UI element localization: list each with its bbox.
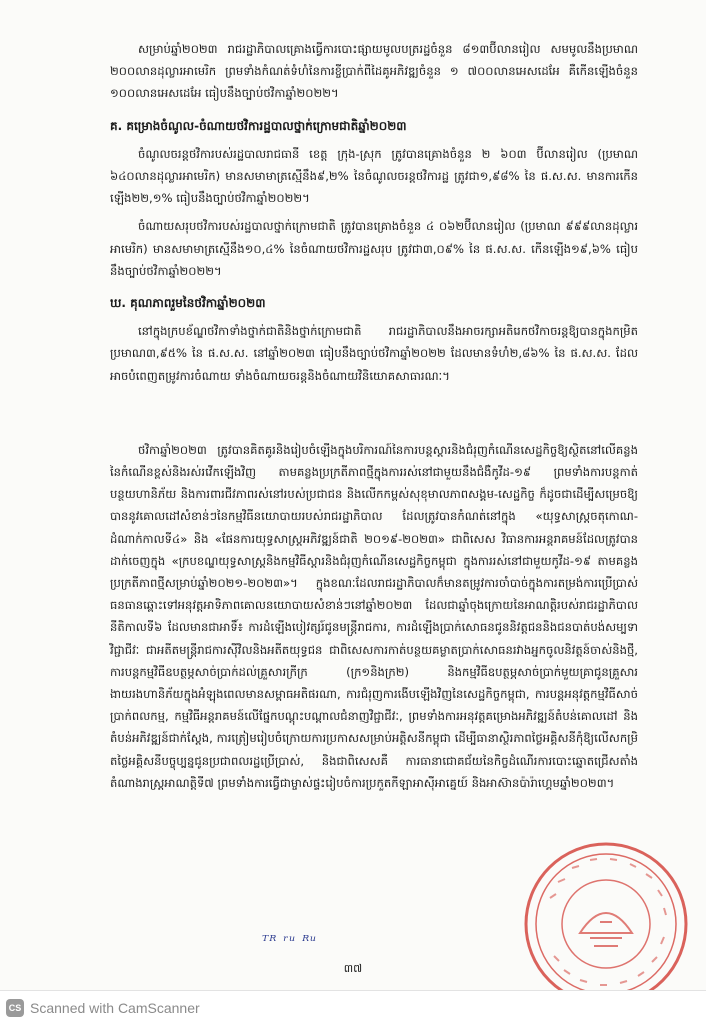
camscanner-footer <box>0 990 706 1025</box>
handwritten-signature: ᵀᴿ ʳᵘ ᴿᵘ <box>262 932 318 950</box>
document-body <box>110 38 638 794</box>
camscanner-logo-icon: CS <box>6 999 24 1017</box>
paragraph-subnational-revenue: ចំណូលចរន្តថវិការបស់រដ្ឋបាលរាជធានី ខេត្ត ក្រុង-ស្រុក ត្រូវបានគ្រោងចំនួន ២ ៦០៣ ប៊ីលានរៀល (ប្រមាណ ៦៤០លានដុល្លារអាមេរិក) មានសមាមាត្រស្មើនឹង៩,២% នៃចំណូលចរន្តថវិការដ្ឋ ត្រូវជា១,៩៨% នៃ ផ.ស.ស. មានការកើនឡើង២២,១% ធៀបនឹងច្បាប់ថវិកាឆ្នាំ២០២២។ <box>110 146 638 206</box>
paragraph-subnational-expenditure: ចំណាយសរុបថវិការបស់រដ្ឋបាលថ្នាក់ក្រោមជាតិ ត្រូវបានគ្រោងចំនួន ៤ ០៦២ប៊ីលានរៀល (ប្រមាណ ៩៩៩លានដុល្លារអាមេរិក) មានសមាមាត្រស្មើនឹង១០,៤% នៃចំណាយថវិការដ្ឋសរុប ត្រូវជា៣,០៩% នៃ ផ.ស.ស. កើនឡើង១៩,៦% ធៀបនឹងច្បាប់ថវិកាឆ្នាំ២០២២។ <box>110 219 638 278</box>
page-number: ៣៧ <box>343 962 363 975</box>
paragraph-budget-context: ថវិកាឆ្នាំ២០២៣ ត្រូវបានគិតគូរនិងរៀបចំឡើងក្នុងបរិការណ៍នៃការបន្តស្តារនិងជំរុញកំណើនសេដ្ឋកិច្ចឱ្យស្ថិតនៅលើគន្លងនៃកំណើនខ្ពស់និងរស់រវើកឡើងវិញ តាមគន្លងប្រក្រតីភាពថ្មីក្នុងការរស់នៅជាមួយនឹងជំងឺកូវីដ-១៩ ព្រមទាំងការបន្តកាត់បន្ថយហានិភ័យ និងការពារជីវភាពរស់នៅរបស់ប្រជាជន និងលើកកម្ពស់សុខុមាលភាពសង្គម-សេដ្ឋកិច្ច ក៏ដូចជាដើម្បីសម្រេចឱ្យបាននូវគោលដៅសំខាន់ៗនៃកម្មវិធីនយោបាយរបស់រាជរដ្ឋាភិបាល ដែលត្រូវបានកំណត់នៅក្នុង «យុទ្ធសាស្ត្រចតុកោណ-ដំណាក់កាលទី៤» និង «ផែនការយុទ្ធសាស្ត្រអភិវឌ្ឍន៍ជាតិ ២០១៩-២០២៣» ជាពិសេស វិធានការអន្តរាគមន៍ដែលត្រូវបានដាក់ចេញក្នុង «ក្របខណ្ឌយុទ្ធសាស្ត្រនិងកម្មវិធីស្តារនិងជំរុញកំណើនសេដ្ឋកិច្ចកម្ពុជា ក្នុងការរស់នៅជាមួយកូវីដ-១៩ តាមគន្លងប្រក្រតីភាពថ្មីសម្រាប់ឆ្នាំ២០២១-២០២៣»។ ក្នុងខណៈដែលរាជរដ្ឋាភិបាលក៏មានតម្រូវការចាំបាច់ក្នុងការតម្រង់ការប្រើប្រាស់ធនធានឆ្ពោះទៅអនុវត្តអាទិភាពគោលនយោបាយសំខាន់ៗនៅឆ្នាំ២០២៣ ដែលជាឆ្នាំចុងក្រោយនៃអាណត្តិរបស់រាជរដ្ឋាភិបាលនីតិកាលទី៦ ដែលមានជាអាទិ៍៖ ការដំឡើងបៀវត្សរ៍ជូនមន្ត្រីរាជការ, ការដំឡើងប្រាក់សោធនជូននិវត្តជននិងជនបាត់បង់សម្បទាវិជ្ជាជីវៈ ជាអតីតមន្ត្រីរាជការស៊ីវិលនិងអតីតយុទ្ធជន ជាពិសេសការកាត់បន្ថយគម្លាតប្រាក់សោធនរវាងអ្នកចូលនិវត្តន៍ចាស់និងថ្មី, ការបន្តកម្មវិធីឧបត្ថម្ភសាច់ប្រាក់ដល់គ្រួសារក្រីក្រ (ក្រ១និងក្រ២) និងកម្មវិធីឧបត្ថម្ភសាច់ប្រាក់មួយគ្រាជូនគ្រួសារងាយរងហានិភ័យក្នុងអំឡុងពេលមានសម្ពាធអតិផរណា, ការជំរុញការងើបឡើងវិញនៃសេដ្ឋកិច្ចកម្ពុជា, ការបន្តអនុវត្តកម្មវិធីសាច់ប្រាក់ពលកម្ម, កម្មវិធីអន្តរាគមន៍លើផ្នែកបណ្តុះបណ្តាលជំនាញវិជ្ជាជីវៈ, ព្រមទាំងការអនុវត្តគម្រោងអភិវឌ្ឍន៍តំបន់គោលដៅ និងតំបន់អភិវឌ្ឍន៍ជាក់ស្តែង, ការត្រៀមរៀបចំក្រោយការប្រកាសសម្រាប់អត្តិសនីកម្ពុជា ដើម្បីធានាស្ថិរភាពថ្លៃអគ្គិសនីកុំឱ្យលើសកម្រិតថ្លៃអគ្គិសនីបច្ចុប្បន្នជូនប្រជាពលរដ្ឋប្រើប្រាស់, និងជាពិសេសគឺ ការធានាជោគជ័យនៃកិច្ចដំណើរការបោះឆ្នោតជ្រើសតាំងតំណាងរាស្ត្រអាណត្តិទី៧ ព្រមទាំងការធ្វើជាម្ចាស់ផ្ទះរៀបចំការប្រកួតកីឡាអាស៊ីអាគ្នេយ៍ និងអាស៊ានប៉ារ៉ាហ្គេមឆ្នាំ២០២៣។ <box>110 442 638 790</box>
paragraph-loans: សម្រាប់ឆ្នាំ២០២៣ រាជរដ្ឋាភិបាលគ្រោងធ្វើការបោះផ្សាយមូលបត្ររដ្ឋចំនួន ៨១៣ប៊ីលានរៀល សមមូលនឹងប្រមាណ ២០០លានដុល្លារអាមេរិក ព្រមទាំងកំណត់ទំហំនៃការខ្ចីប្រាក់ពីដៃគូអភិវឌ្ឍចំនួន ១ ៧០០លានអេសដេអែ គឺកើនឡើងចំនួន ១០០លានអេសដេអែ ធៀបនឹងច្បាប់ថវិកាឆ្នាំ២០២២។ <box>110 42 638 101</box>
section-heading-c: គ. គម្រោងចំណូល-ចំណាយថវិការដ្ឋបាលថ្នាក់ក្រោមជាតិឆ្នាំ២០២៣ <box>110 118 407 133</box>
section-heading-d: ឃ. គុណភាពរួមនៃថវិកាឆ្នាំ២០២៣ <box>110 296 266 311</box>
red-official-stamp <box>520 838 692 1010</box>
camscanner-label: Scanned with CamScanner <box>30 1000 200 1016</box>
paragraph-budget-quality: នៅក្នុងក្របខ័ណ្ឌថវិកាទាំងថ្នាក់ជាតិនិងថ្នាក់ក្រោមជាតិ រាជរដ្ឋាភិបាលនឹងអាចរក្សាអតិរេកថវិកាចរន្តឱ្យបានក្នុងកម្រិតប្រមាណ៣,៩៥% នៃ ផ.ស.ស. នៅឆ្នាំ២០២៣ ធៀបនឹងច្បាប់ថវិកាឆ្នាំ២០២២ ដែលមានទំហំ២,៨៦% នៃ ផ.ស.ស. ដែលអាចបំពេញតម្រូវការចំណាយ ទាំងចំណាយចរន្តនិងចំណាយវិនិយោគសាធារណៈ។ <box>110 324 638 383</box>
